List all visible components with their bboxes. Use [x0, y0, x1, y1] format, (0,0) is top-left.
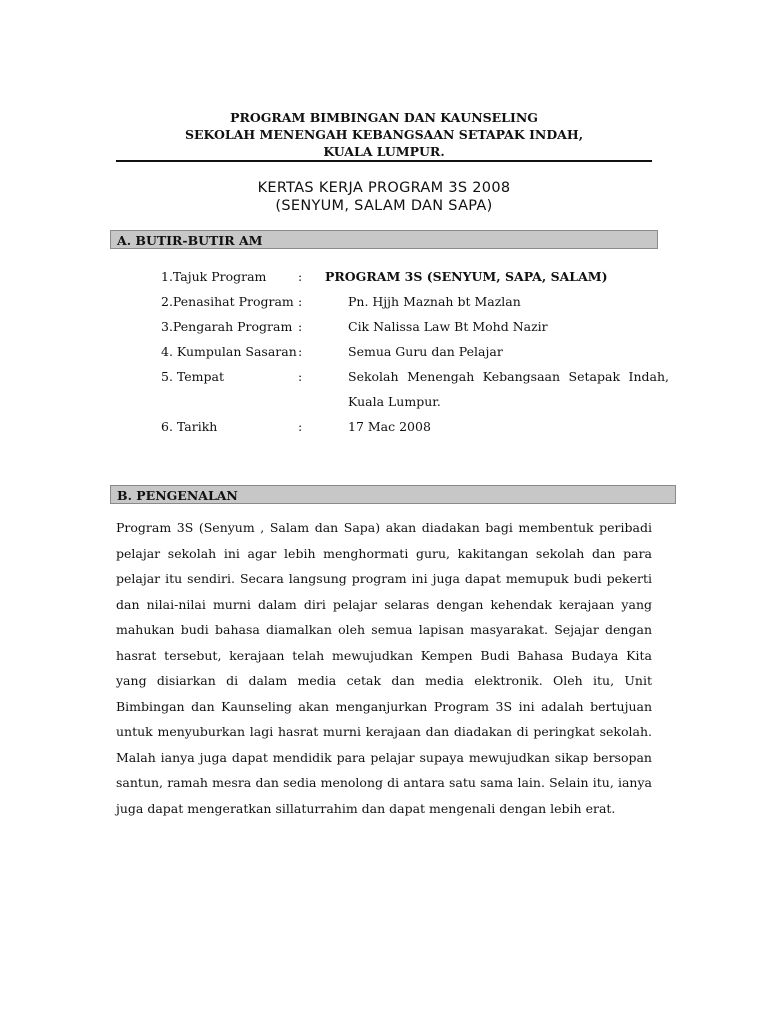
section-b-heading: B. PENGENALAN: [110, 485, 676, 504]
info-label: 4. Kumpulan Sasaran: [161, 344, 297, 359]
info-value: PROGRAM 3S (SENYUM, SAPA, SALAM): [325, 269, 608, 284]
info-colon: :: [298, 269, 303, 284]
info-row-penasihat: [0, 289, 768, 314]
info-colon: :: [298, 419, 303, 434]
info-label: 6. Tarikh: [161, 419, 218, 434]
info-value: Semua Guru dan Pelajar: [348, 344, 503, 359]
info-row-tajuk: [0, 264, 768, 289]
header-line-3: KUALA LUMPUR.: [323, 144, 445, 159]
introduction-paragraph: Program 3S (Senyum , Salam dan Sapa) akan diadakan bagi membentuk peribadi pelajar sekolah ini agar lebih menghormati guru, kakitangan sekolah dan para pelajar itu sendiri. Secara langsung program ini juga dapat memupuk budi pekerti dan nilai-nilai murni dalam diri pelajar selaras dengan kehendak kerajaan yang mahukan budi bahasa diamalkan oleh semua lapisan masyarakat. Sejajar dengan hasrat tersebut, kerajaan telah mewujudkan Kempen Budi Bahasa Budaya Kita yang disiarkan di dalam media cetak dan media elektronik. Oleh itu, Unit Bimbingan dan Kaunseling akan menganjurkan Program 3S ini adalah bertujuan untuk menyuburkan lagi hasrat murni kerajaan dan diadakan di peringkat sekolah. Malah ianya juga dapat mendidik para pelajar supaya mewujudkan sikap bersopan santun, ramah mesra dan sedia menolong di antara satu sama lain. Selain itu, ianya juga dapat mengeratkan sillaturrahim dan dapat mengenali dengan lebih erat.: [116, 520, 652, 816]
info-colon: :: [298, 344, 303, 359]
info-value: Sekolah Menengah Kebangsaan Setapak Indah, Kuala Lumpur.: [348, 369, 669, 409]
info-label: 2.Penasihat Program: [161, 294, 294, 309]
section-a-heading: A. BUTIR-BUTIR AM: [110, 230, 658, 249]
info-label: 1.Tajuk Program: [161, 269, 267, 284]
info-row-tarikh: [0, 414, 768, 439]
header-divider: [116, 160, 652, 162]
info-list: [0, 264, 768, 439]
info-row-kumpulan-sasaran: [0, 339, 768, 364]
info-label: 5. Tempat: [161, 369, 224, 384]
header-line-1: PROGRAM BIMBINGAN DAN KAUNSELING: [230, 110, 538, 125]
info-row-tempat: [0, 364, 768, 414]
info-label: 3.Pengarah Program: [161, 319, 293, 334]
info-value: 17 Mac 2008: [348, 419, 431, 434]
info-colon: :: [298, 369, 303, 384]
document-title-line-2: (SENYUM, SALAM DAN SAPA): [275, 198, 493, 214]
header-line-2: SEKOLAH MENENGAH KEBANGSAAN SETAPAK INDAH,: [184, 127, 584, 142]
info-colon: :: [298, 319, 303, 334]
info-colon: :: [298, 294, 303, 309]
info-value: Cik Nalissa Law Bt Mohd Nazir: [348, 319, 548, 334]
info-row-pengarah: [0, 314, 768, 339]
document-title-line-1: KERTAS KERJA PROGRAM 3S 2008: [257, 180, 511, 196]
info-value: Pn. Hjjh Maznah bt Mazlan: [348, 294, 521, 309]
